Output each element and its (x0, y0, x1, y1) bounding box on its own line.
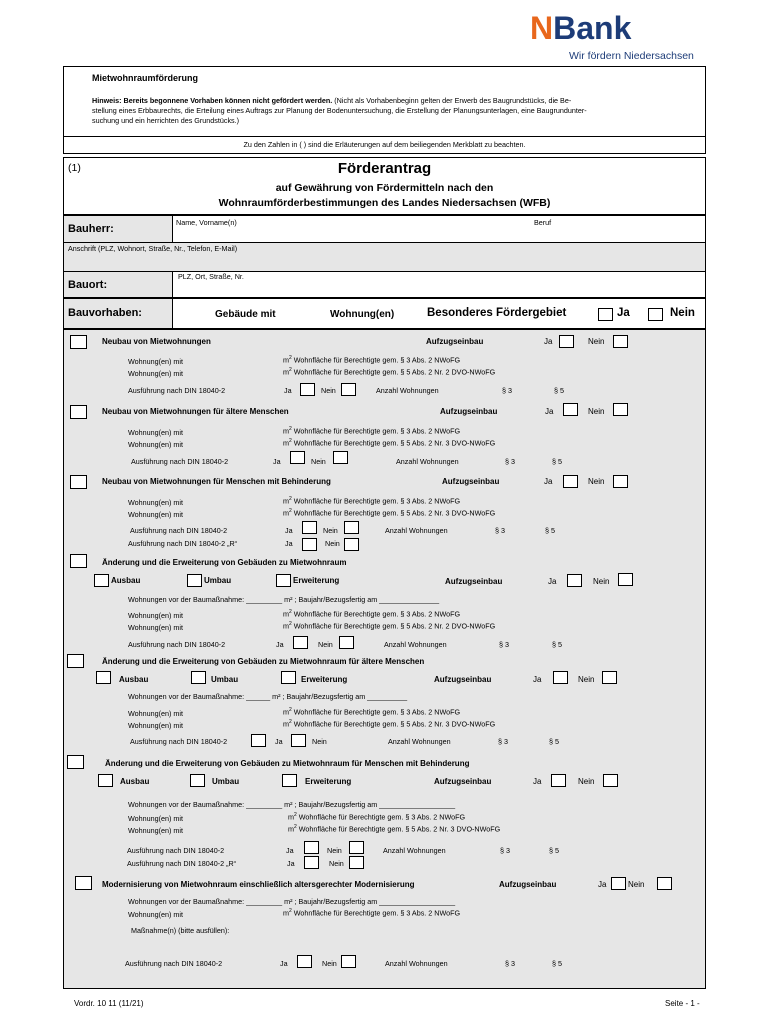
section4-aufzug: Aufzugseinbau (445, 577, 503, 586)
form-subtitle-2: Wohnraumförderbestimmungen des Landes Niedersachsen (WFB) (218, 197, 551, 209)
wohnungen-mit: Wohnung(en) mit (128, 814, 183, 823)
para-3: § 3 (500, 846, 510, 855)
bauort-label: Bauort: (68, 279, 108, 291)
section5-checkbox[interactable] (67, 654, 84, 668)
section6-umbau-checkbox[interactable] (190, 774, 205, 787)
section4-umbau-checkbox[interactable] (187, 574, 202, 587)
section5-din-ja-checkbox[interactable] (251, 734, 266, 747)
din-ja: Ja (275, 737, 283, 746)
section2-aufzug-nein-checkbox[interactable] (613, 403, 628, 416)
section3-aufzug-ja: Ja (544, 477, 553, 486)
section1-title: Neubau von Mietwohnungen (102, 337, 211, 346)
bauort-field[interactable] (174, 280, 704, 296)
anzahl-wohnungen: Anzahl Wohnungen (384, 640, 447, 649)
anzahl-wohnungen: Anzahl Wohnungen (385, 959, 448, 968)
section7-din-nein-checkbox[interactable] (341, 955, 356, 968)
section4-aufzug-ja-checkbox[interactable] (567, 574, 582, 587)
form-subtitle-1: auf Gewährung von Fördermitteln nach den (275, 182, 494, 194)
gebiet-nein-checkbox[interactable] (648, 308, 663, 321)
section1-aufzug-ja-checkbox[interactable] (559, 335, 574, 348)
section6-din-nein-checkbox[interactable] (349, 841, 364, 854)
din-label: Ausführung nach DIN 18040-2 (130, 526, 228, 535)
din-r-nein: Nein (329, 859, 344, 868)
logo-n: N (530, 10, 554, 46)
section2-din-nein-checkbox[interactable] (333, 451, 348, 464)
section6-aufzug-ja: Ja (533, 777, 542, 786)
din-ja: Ja (276, 640, 284, 649)
wohnungen-mit: Wohnung(en) mit (128, 709, 183, 718)
gebiet-nein-label: Nein (670, 307, 695, 319)
bauherr-beruf-field[interactable] (530, 216, 705, 242)
logo-bank: Bank (553, 10, 632, 46)
din-label: Ausführung nach DIN 18040-2 (130, 737, 228, 746)
vor-baumassnahme: Wohnungen vor der Baumaßnahme: ______ m² ; Baujahr/Bezugsfertig am __________ (128, 692, 408, 701)
wfl-5-3: $m^2$ Wohnfläche für Berechtigte gem. § 5 Abs. 2 Nr. 3 DVO-NWoFG (283, 508, 496, 518)
section6-din-ja-checkbox[interactable] (304, 841, 319, 854)
para-3: § 3 (505, 959, 515, 968)
wfl-3: $m^2$ Wohnfläche für Berechtigte gem. § 3 Abs. 2 NWoFG (283, 496, 461, 506)
wohnungen-mit: Wohnung(en) mit (128, 910, 183, 919)
section1-checkbox[interactable] (70, 335, 87, 349)
wfl-3: $m^2$ Wohnfläche für Berechtigte gem. § 3 Abs. 2 NWoFG (283, 426, 461, 436)
section3-din-nein-checkbox[interactable] (344, 521, 359, 534)
din-ja: Ja (273, 457, 281, 466)
wohnungen-mit: Wohnung(en) mit (128, 510, 183, 519)
section6-umbau: Umbau (212, 777, 240, 786)
din-nein: Nein (312, 737, 327, 746)
section6-title: Änderung und die Erweiterung von Gebäuden zu Mietwohnraum für Menschen mit Behinderung (105, 759, 470, 768)
din-label: Ausführung nach DIN 18040-2 (131, 457, 229, 466)
section4-title: Änderung und die Erweiterung von Gebäuden zu Mietwohnraum (102, 558, 347, 567)
wfl-3: $m^2$ Wohnfläche für Berechtigte gem. § 3 Abs. 2 NWoFG (283, 908, 461, 918)
bauherr-label: Bauherr: (68, 223, 114, 235)
section2-title: Neubau von Mietwohnungen für ältere Menschen (102, 407, 289, 416)
bauvorhaben-gebaeude: Gebäude mit (215, 309, 276, 320)
wfl-3: $m^2$ Wohnfläche für Berechtigte gem. § 3 Abs. 2 NWoFG (288, 812, 466, 822)
wfl-5: $m^2$ Wohnfläche für Berechtigte gem. § 5 Abs. 2 Nr. 2 DVO-NWoFG (283, 621, 496, 631)
section3-aufzug-nein: Nein (588, 477, 605, 486)
section4-ausbau: Ausbau (111, 576, 141, 585)
section6-aufzug: Aufzugseinbau (434, 777, 492, 786)
section3-dinr-ja-checkbox[interactable] (302, 538, 317, 551)
para-5: § 5 (545, 526, 555, 535)
section5-aufzug-ja-checkbox[interactable] (553, 671, 568, 684)
anzahl-wohnungen: Anzahl Wohnungen (383, 846, 446, 855)
para-5: § 5 (549, 737, 559, 746)
wfl-3: $m^2$ Wohnfläche für Berechtigte gem. § 3 Abs. 2 NWoFG (283, 609, 461, 619)
din-ja: Ja (284, 386, 292, 395)
section1-aufzug-nein-checkbox[interactable] (613, 335, 628, 348)
para-5: § 5 (552, 959, 562, 968)
header-title: Mietwohnraumförderung (92, 73, 198, 83)
wohnungen-mit: Wohnung(en) mit (128, 498, 183, 507)
section5-erweiterung: Erweiterung (301, 675, 348, 684)
section6-aufzug-nein: Nein (578, 777, 595, 786)
din-r-ja: Ja (285, 539, 293, 548)
vor-baumassnahme: Wohnungen vor der Baumaßnahme: _________ m² ; Baujahr/Bezugsfertig am _______________ (128, 595, 440, 604)
form-number: Vordr. 10 11 (11/21) (74, 999, 144, 1008)
section5-din-nein-checkbox[interactable] (291, 734, 306, 747)
section7-aufzug-nein: Nein (628, 880, 645, 889)
section2-aufzug-ja-checkbox[interactable] (563, 403, 578, 416)
header-hint: Hinweis: Bereits begonnene Vorhaben können nicht gefördert werden. (Nicht als Vorhabenbeginn gelten der Erwerb des Baugrundstücks, die Be- stellung eines Erbbaurechts, die Erteilung eines Auftrags zur Planung der Bodenuntersuchung, die Erstellung der Planungsunterlagen, eine Baugrundunter- suchung und ein herrichten des Grundstücks.) (92, 96, 587, 125)
section5-umbau: Umbau (211, 675, 239, 684)
section5-umbau-checkbox[interactable] (191, 671, 206, 684)
logo-tagline: Wir fördern Niedersachsen (569, 50, 694, 62)
para-5: § 5 (552, 457, 562, 466)
din-ja: Ja (280, 959, 288, 968)
section1-din-nein-checkbox[interactable] (341, 383, 356, 396)
section7-title: Modernisierung von Mietwohnraum einschließlich altersgerechter Modernisierung (102, 880, 415, 889)
section4-erweiterung: Erweiterung (293, 576, 340, 585)
para-3: § 3 (495, 526, 505, 535)
din-nein: Nein (311, 457, 326, 466)
para-5: § 5 (554, 386, 564, 395)
din-r-label: Ausführung nach DIN 18040-2 „R“ (127, 859, 237, 868)
wohnungen-mit: Wohnung(en) mit (128, 440, 183, 449)
section6-erweiterung-checkbox[interactable] (282, 774, 297, 787)
wohnungen-mit: Wohnung(en) mit (128, 721, 183, 730)
section1-aufzug-ja: Ja (544, 337, 553, 346)
section5-ausbau-checkbox[interactable] (96, 671, 111, 684)
din-nein: Nein (321, 386, 336, 395)
wohnungen-mit: Wohnung(en) mit (128, 357, 183, 366)
section5-aufzug: Aufzugseinbau (434, 675, 492, 684)
section-number: (1) (68, 162, 81, 174)
section7-aufzug: Aufzugseinbau (499, 880, 557, 889)
section3-dinr-nein-checkbox[interactable] (344, 538, 359, 551)
bauherr-beruf-label: Beruf (534, 218, 552, 227)
din-r-nein: Nein (325, 539, 340, 548)
wfl-5-3: $m^2$ Wohnfläche für Berechtigte gem. § 5 Abs. 2 Nr. 3 DVO-NWoFG (288, 824, 501, 834)
section3-checkbox[interactable] (70, 475, 87, 489)
section3-title: Neubau von Mietwohnungen für Menschen mit Behinderung (102, 477, 331, 486)
section7-aufzug-ja: Ja (598, 880, 607, 889)
wfl-5: $m^2$ Wohnfläche für Berechtigte gem. § 5 Abs. 2 Nr. 2 DVO-NWoFG (283, 367, 496, 377)
din-r-ja: Ja (287, 859, 295, 868)
section2-aufzug-ja: Ja (545, 407, 554, 416)
section3-aufzug-ja-checkbox[interactable] (563, 475, 578, 488)
section1-aufzug: Aufzugseinbau (426, 337, 484, 346)
bauherr-address-label: Anschrift (PLZ, Wohnort, Straße, Nr., Telefon, E-Mail) (68, 244, 238, 253)
section2-aufzug-nein: Nein (588, 407, 605, 416)
din-ja: Ja (286, 846, 294, 855)
section5-aufzug-ja: Ja (533, 675, 542, 684)
vor-baumassnahme: Wohnungen vor der Baumaßnahme: _________ m² ; Baujahr/Bezugsfertig am ___________________ (128, 800, 456, 809)
section6-ausbau-checkbox[interactable] (98, 774, 113, 787)
section5-title: Änderung und die Erweiterung von Gebäuden zu Mietwohnraum für ältere Menschen (102, 657, 425, 666)
section5-erweiterung-checkbox[interactable] (281, 671, 296, 684)
bauvorhaben-wohnungen: Wohnung(en) (330, 309, 395, 320)
wfl-3: $m^2$ Wohnfläche für Berechtigte gem. § 3 Abs. 2 NWoFG (283, 355, 461, 365)
section6-aufzug-ja-checkbox[interactable] (551, 774, 566, 787)
section4-din-nein-checkbox[interactable] (339, 636, 354, 649)
din-ja: Ja (285, 526, 293, 535)
section7-aufzug-ja-checkbox[interactable] (611, 877, 626, 890)
para-5: § 5 (552, 640, 562, 649)
din-label: Ausführung nach DIN 18040-2 (128, 640, 226, 649)
para-3: § 3 (498, 737, 508, 746)
section2-aufzug: Aufzugseinbau (440, 407, 498, 416)
din-nein: Nein (327, 846, 342, 855)
bauort-plz-label: PLZ, Ort, Straße, Nr. (178, 272, 244, 281)
section5-aufzug-nein: Nein (578, 675, 595, 684)
section6-erweiterung: Erweiterung (305, 777, 352, 786)
section7-aufzug-nein-checkbox[interactable] (657, 877, 672, 890)
section4-din-ja-checkbox[interactable] (293, 636, 308, 649)
para-5: § 5 (549, 846, 559, 855)
section3-din-ja-checkbox[interactable] (302, 521, 317, 534)
bauvorhaben-gebiet: Besonderes Fördergebiet (427, 307, 567, 319)
para-3: § 3 (505, 457, 515, 466)
nbank-logo (530, 10, 631, 47)
din-nein: Nein (318, 640, 333, 649)
section5-aufzug-nein-checkbox[interactable] (602, 671, 617, 684)
anzahl-wohnungen: Anzahl Wohnungen (388, 737, 451, 746)
anzahl-wohnungen: Anzahl Wohnungen (385, 526, 448, 535)
wohnungen-mit: Wohnung(en) mit (128, 623, 183, 632)
section4-aufzug-ja: Ja (548, 577, 557, 586)
section4-erweiterung-checkbox[interactable] (276, 574, 291, 587)
bauherr-address-field[interactable] (64, 253, 705, 271)
section1-din-ja-checkbox[interactable] (300, 383, 315, 396)
section7-din-ja-checkbox[interactable] (297, 955, 312, 968)
anzahl-wohnungen: Anzahl Wohnungen (376, 386, 439, 395)
din-label: Ausführung nach DIN 18040-2 (125, 959, 223, 968)
din-label: Ausführung nach DIN 18040-2 (128, 386, 226, 395)
gebiet-ja-label: Ja (617, 307, 630, 319)
section4-umbau: Umbau (204, 576, 232, 585)
wohnungen-mit: Wohnung(en) mit (128, 611, 183, 620)
para-3: § 3 (502, 386, 512, 395)
section4-ausbau-checkbox[interactable] (94, 574, 109, 587)
section1-aufzug-nein: Nein (588, 337, 605, 346)
header-note: Zu den Zahlen in ( ) sind die Erläuterungen auf dem beiliegenden Merkblatt zu beachten. (243, 140, 526, 149)
section2-checkbox[interactable] (70, 405, 87, 419)
gebiet-ja-checkbox[interactable] (598, 308, 613, 321)
anzahl-wohnungen: Anzahl Wohnungen (396, 457, 459, 466)
section3-aufzug-nein-checkbox[interactable] (613, 475, 628, 488)
wohnungen-mit: Wohnung(en) mit (128, 826, 183, 835)
din-r-label: Ausführung nach DIN 18040-2 „R“ (128, 539, 238, 548)
section6-dinr-nein-checkbox[interactable] (349, 856, 364, 869)
section5-ausbau: Ausbau (119, 675, 149, 684)
section6-dinr-ja-checkbox[interactable] (304, 856, 319, 869)
din-nein: Nein (323, 526, 338, 535)
section2-din-ja-checkbox[interactable] (290, 451, 305, 464)
wfl-5-3: $m^2$ Wohnfläche für Berechtigte gem. § 5 Abs. 2 Nr. 3 DVO-NWoFG (283, 719, 496, 729)
section4-aufzug-nein: Nein (593, 577, 610, 586)
massnahmen-label: Maßnahme(n) (bitte ausfüllen): (131, 926, 230, 935)
din-label: Ausführung nach DIN 18040-2 (127, 846, 225, 855)
section6-checkbox[interactable] (67, 755, 84, 769)
section3-aufzug: Aufzugseinbau (442, 477, 500, 486)
wfl-3: $m^2$ Wohnfläche für Berechtigte gem. § 3 Abs. 2 NWoFG (283, 707, 461, 717)
section6-ausbau: Ausbau (120, 777, 150, 786)
wohnungen-mit: Wohnung(en) mit (128, 369, 183, 378)
para-3: § 3 (499, 640, 509, 649)
wohnungen-mit: Wohnung(en) mit (128, 428, 183, 437)
bauherr-name-label: Name, Vorname(n) (176, 218, 237, 227)
bauvorhaben-label: Bauvorhaben: (68, 307, 142, 319)
section4-aufzug-nein-checkbox[interactable] (618, 573, 633, 586)
din-nein: Nein (322, 959, 337, 968)
vor-baumassnahme: Wohnungen vor der Baumaßnahme: _________ m² ; Baujahr/Bezugsfertig am ___________________ (128, 897, 456, 906)
wfl-5-3: $m^2$ Wohnfläche für Berechtigte gem. § 5 Abs. 2 Nr. 3 DVO-NWoFG (283, 438, 496, 448)
form-title: Förderantrag (337, 160, 432, 177)
section4-checkbox[interactable] (70, 554, 87, 568)
section6-aufzug-nein-checkbox[interactable] (603, 774, 618, 787)
section7-checkbox[interactable] (75, 876, 92, 890)
page-number: Seite - 1 - (665, 999, 700, 1008)
